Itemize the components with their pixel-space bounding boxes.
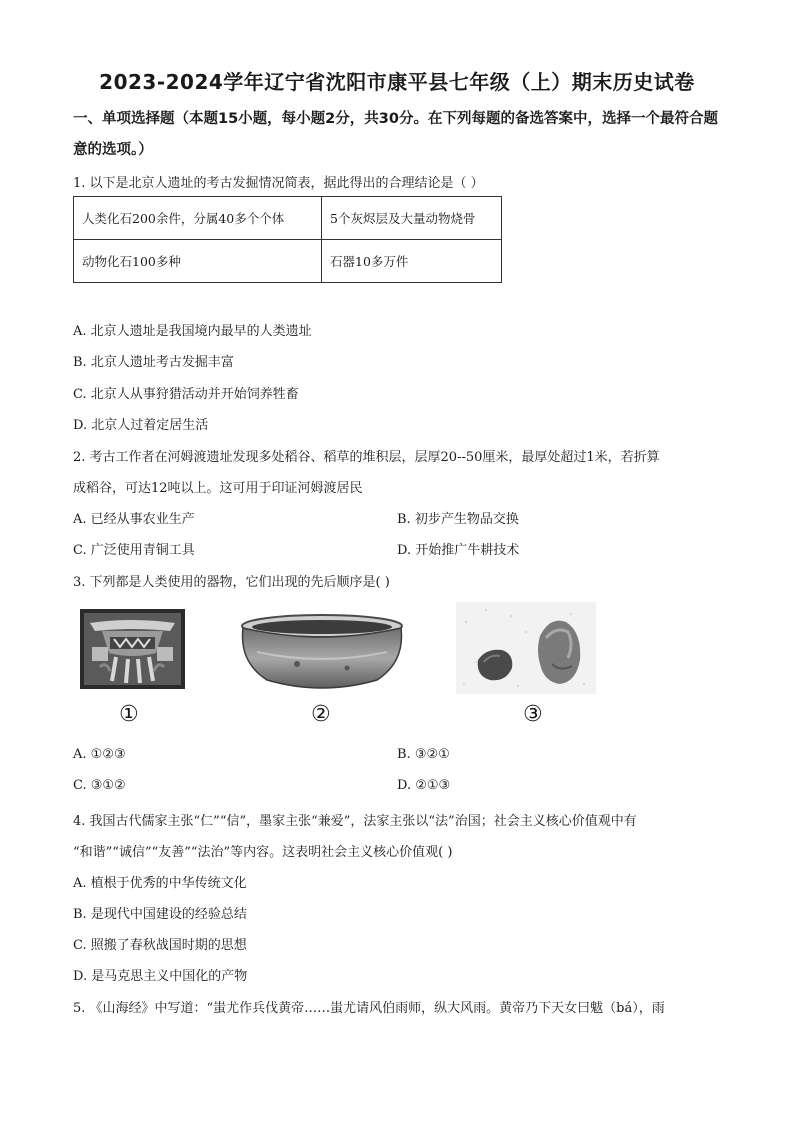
question-2-stem: 2. 考古工作者在河姆渡遗址发现多处稻谷、稻草的堆积层，层厚20--50厘米，最厚处超过1米，若折算 [73, 450, 660, 465]
option-d[interactable]: D. 是马克思主义中国化的产物 [73, 969, 248, 984]
table-cell: 人类化石200余件，分属40多个个体 [74, 197, 322, 240]
option-c[interactable]: C. 照搬了春秋战国时期的思想 [73, 938, 247, 953]
evidence-table [73, 196, 502, 283]
question-1-stem: 1. 以下是北京人遗址的考古发掘情况简表，据此得出的合理结论是（ ） [73, 176, 484, 191]
table-cell: 石器10多万件 [322, 240, 502, 283]
question-4-stem: 4. 我国古代儒家主张“仁”“信”，墨家主张“兼爱”，法家主张以“法”治国；社会主义核心价值观中有 [73, 814, 637, 829]
option-b[interactable]: B. 是现代中国建设的经验总结 [73, 907, 247, 922]
table-row [74, 197, 502, 240]
question-3-stem: 3. 下列都是人类使用的器物，它们出现的先后顺序是( ) [73, 575, 390, 590]
pottery-bowl-image [237, 612, 407, 692]
option-c[interactable]: C. 广泛使用青铜工具 [73, 543, 195, 558]
section-heading: 一、单项选择题（本题15小题，每小题2分，共30分。在下列每题的备选答案中，选择一个最符合题意的选项。） [73, 111, 718, 158]
table-cell: 5个灰烬层及大量动物烧骨 [322, 197, 502, 240]
option-a[interactable]: A. ①②③ [73, 747, 126, 762]
option-d[interactable]: D. 北京人过着定居生活 [73, 418, 209, 433]
bronze-vessel-image [80, 609, 185, 689]
option-a[interactable]: A. 已经从事农业生产 [73, 512, 195, 527]
option-c[interactable]: C. ③①② [73, 778, 126, 793]
option-b[interactable]: B. 初步产生物品交换 [397, 512, 519, 527]
option-c[interactable]: C. 北京人从事狩猎活动并开始饲养牲畜 [73, 387, 299, 402]
option-a[interactable]: A. 北京人遗址是我国境内最早的人类遗址 [73, 324, 312, 339]
option-d[interactable]: D. ②①③ [397, 778, 451, 793]
question-2-stem-cont: 成稻谷，可达12吨以上。这可用于印证河姆渡居民 [73, 481, 363, 496]
image-label-2: ② [311, 702, 331, 727]
option-b[interactable]: B. 北京人遗址考古发掘丰富 [73, 355, 234, 370]
image-label-3: ③ [523, 702, 543, 727]
stone-tools-image [456, 602, 596, 694]
page-title: 2023-2024学年辽宁省沈阳市康平县七年级（上）期末历史试卷 [99, 70, 695, 94]
question-5-stem: 5. 《山海经》中写道：“蚩尤作兵伐黄帝……蚩尤请风伯雨师，纵大风雨。黄帝乃下天女曰魃（bá），雨 [73, 1001, 665, 1016]
option-a[interactable]: A. 植根于优秀的中华传统文化 [73, 876, 247, 891]
question-4-stem-cont: “和谐”“诚信”“友善”“法治”等内容。这表明社会主义核心价值观( ) [73, 845, 453, 860]
table-row [74, 240, 502, 283]
image-label-1: ① [119, 702, 139, 727]
table-cell: 动物化石100多种 [74, 240, 322, 283]
option-d[interactable]: D. 开始推广牛耕技术 [397, 543, 520, 558]
option-b[interactable]: B. ③②① [397, 747, 450, 762]
